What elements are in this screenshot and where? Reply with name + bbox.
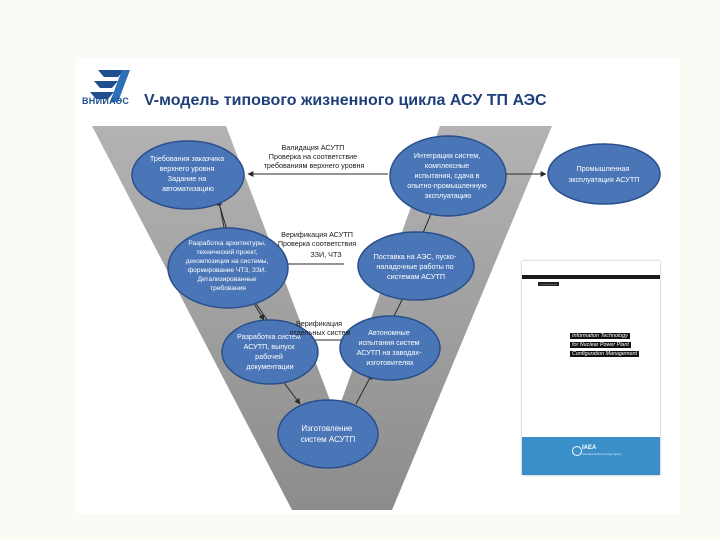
node-manufacturing bbox=[278, 400, 378, 468]
label-validation: Валидация АСУТП Проверка на соответствие требованиям верхнего уровня bbox=[263, 143, 365, 170]
node-requirements-text: Требования заказчика верхнего уровня Задание на автоматизацию bbox=[149, 154, 225, 193]
node-autonomous-tests-text: Автономные испытания систем АСУТП на заводах- изготовителях bbox=[356, 328, 422, 367]
node-npp-delivery-text: Поставка на АЭС, пуско- наладочные работы по системам АСУТП bbox=[373, 252, 457, 281]
node-integration-text: Интеграция систем, комплексные испытания, сдача в опытно-промышленную эксплуатацию bbox=[407, 151, 487, 200]
label-verification-systems: Верификация отдельных систем bbox=[289, 319, 351, 337]
iaea-emblem-icon bbox=[572, 446, 582, 456]
cover-title-line1: Information Technology bbox=[572, 333, 628, 339]
node-operation-text: Промышленная эксплуатация АСУТП bbox=[568, 164, 640, 184]
cover-footer bbox=[522, 437, 660, 475]
cover-band bbox=[522, 275, 660, 279]
logo-text: ВНИИАЭС bbox=[82, 96, 130, 106]
node-system-dev-text: Разработка систем АСУТП, выпуск рабочей документации bbox=[237, 332, 301, 371]
cover-title-line2: for Nuclear Power Plant bbox=[572, 342, 629, 348]
slide bbox=[76, 58, 680, 514]
iaea-report-cover bbox=[522, 261, 660, 475]
node-architecture-text: Разработка архитектуры, технический проект, декомпозиция на системы, формирование ЧТЗ, ЗЗИ. Детализированные требования bbox=[185, 240, 269, 292]
cover-publisher: IAEA bbox=[582, 445, 597, 451]
label-verification: Верификация АСУТП Проверка соответствия ЗЗИ, ЧТЗ bbox=[277, 230, 357, 259]
cover-title-line3: Configuration Management bbox=[572, 351, 638, 357]
cover-header-small: ----------------- bbox=[540, 282, 557, 286]
node-operation bbox=[548, 144, 660, 204]
cover-publisher-sub: International Atomic Energy Agency bbox=[582, 453, 622, 456]
node-manufacturing-text: Изготовление систем АСУТП bbox=[300, 424, 356, 444]
slide-title: V-модель типового жизненного цикла АСУ ТП АЭС bbox=[144, 92, 547, 109]
